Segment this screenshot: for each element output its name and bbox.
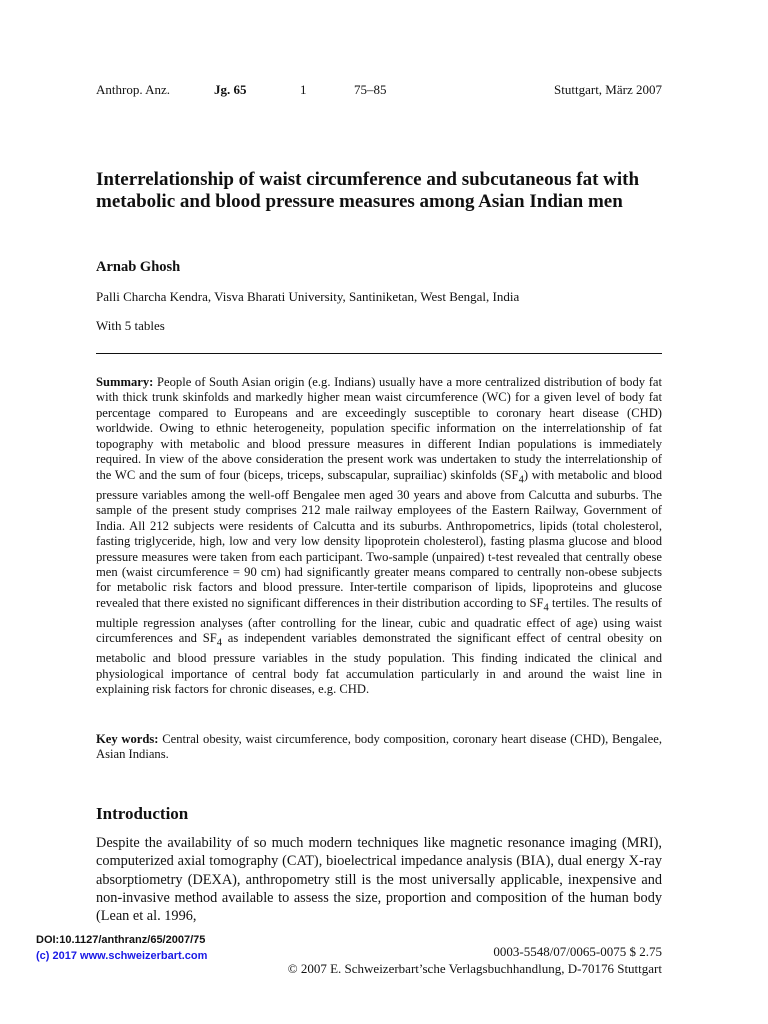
author-affiliation: Palli Charcha Kendra, Visva Bharati University, Santiniketan, West Bengal, India <box>96 289 520 304</box>
summary-text: ) with metabolic and blood pressure variables among the well-off Bengalee men aged 30 years and above from Calcutta and suburbs. The sample of the present study comprises 212 male railway employees of the Eastern Railway, Government of India. All 212 subjects were residents of Calcutta and its suburbs. Anthropometrics, lipids (total cholesterol, fasting triglyceride, high, low and very low density lipoprotein cholesterol), fasting plasma glucose and blood pressure measures were taken from each participant. Two-sample (unpaired) t-test revealed that centrally obese men (waist circumference = 90 cm) had significantly greater means compared to centrally non-obese subjects for metabolic risk factors and blood pressure. Inter-tertile comparison of lipids, lipoproteins and glucose revealed that there existed no significant differences in their distribution according to SF <box>96 467 662 610</box>
section-heading-introduction: Introduction <box>96 804 189 823</box>
publisher-copyright: © 2007 E. Schweizerbart’sche Verlagsbuchhandlung, D-70176 Stuttgart <box>287 961 662 976</box>
summary-label: Summary: <box>96 375 154 389</box>
header-divider <box>96 353 662 354</box>
running-header <box>96 82 662 98</box>
tables-note: With 5 tables <box>96 318 165 333</box>
summary-text: tertiles. The results of multiple regression analyses (after controlling for the linear, cubic and quadratic effect of age) using waist circumferences and SF <box>96 595 662 646</box>
keywords-text: Central obesity, waist circumference, body composition, coronary heart disease (CHD), Bengalee, Asian Indians. <box>96 732 663 762</box>
summary-text: People of South Asian origin (e.g. Indians) usually have a more centralized distribution of body fat with thick trunk skinfolds and markedly higher mean waist circumference (WC) for a given level of body fat percentage compared to Europeans and are exceedingly susceptible to coronary heart disease (CHD) worldwide. Owing to ethnic heterogeneity, population specific information on the interrelationship of fat topography with metabolic and blood pressure measures in different Indian populations is immediately required. In view of the above consideration the present work was undertaken to study the interrelationship of the WC and the sum of four (biceps, triceps, subscapular, suprailiac) skinfolds (SF <box>96 375 662 482</box>
publication-place-date: Stuttgart, März 2007 <box>554 82 662 97</box>
article-title: Interrelationship of waist circumference and subcutaneous fat with metabolic and blood pressure measures among Asian Indian men <box>96 169 640 212</box>
journal-volume: Jg. 65 <box>214 82 247 97</box>
issn-price: 0003-5548/07/0065-0075 $ 2.75 <box>493 944 662 959</box>
summary-text: as independent variables demonstrated the significant effect of central obesity on metabolic and blood pressure variables in the study population. This finding indicated the clinical and physiological importance of central body fat accumulation particularly in and around the waist line in explaining risk factors for chronic diseases, e.g. CHD. <box>96 631 662 697</box>
website-link[interactable]: (c) 2017 www.schweizerbart.com <box>36 950 208 962</box>
keywords-label: Key words: <box>96 732 159 746</box>
subscript: 4 <box>216 637 222 649</box>
subscript: 4 <box>518 474 524 486</box>
journal-issue: 1 <box>300 82 307 97</box>
doi-label: DOI:10.1127/anthranz/65/2007/75 <box>36 934 206 946</box>
journal-name: Anthrop. Anz. <box>96 82 171 97</box>
subscript: 4 <box>543 602 549 614</box>
keywords-paragraph <box>96 732 662 763</box>
author-name: Arnab Ghosh <box>96 259 181 275</box>
summary-paragraph <box>96 375 662 698</box>
page-range: 75–85 <box>354 82 387 97</box>
introduction-paragraph: Despite the availability of so much modern techniques like magnetic resonance imaging (MRI), computerized axial tomography (CAT), bioelectrical impedance analysis (BIA), dual energy X-ray absorptiometry (DEXA), anthropometry still is the most universally applicable, inexpensive and non-invasive method available to assess the size, proportion and composition of the human body (Lean et al. 1996, <box>96 835 662 925</box>
